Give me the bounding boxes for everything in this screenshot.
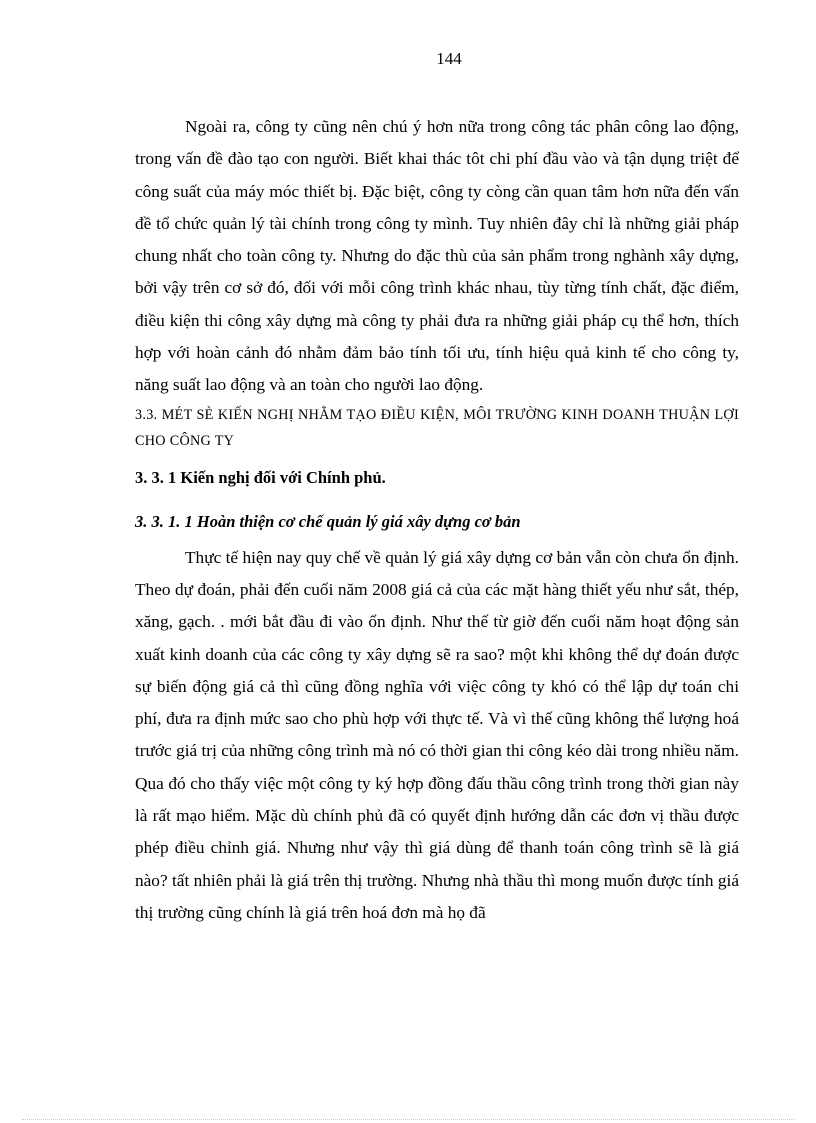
page-bottom-divider xyxy=(22,1119,794,1120)
body-paragraph: Thực tế hiện nay quy chế về quản lý giá xây dựng cơ bản vẫn còn chưa ổn định. Theo dự đoán, phải đến cuối năm 2008 giá cả của các mặt hàng thiết yếu như sắt, thép, xăng, gạch. . mới bắt đầu đi vào ổn định. Như thế từ giờ đến cuối năm hoạt động sản xuất kinh doanh của các công ty xây dựng sẽ ra sao? một khi không thể dự đoán được sự biến động giá cả thì cũng đồng nghĩa với việc công ty khó có thể lập dự toán chi phí, đưa ra định mức sao cho phù hợp với thực tế. Và vì thế cũng không thể lượng hoá trước giá trị của những công trình mà nó có thời gian thi công kéo dài trong nhiều năm. Qua đó cho thấy việc một công ty ký hợp đồng đấu thầu công trình trong thời gian này là rất mạo hiểm. Mặc dù chính phủ đã có quyết định hướng dẫn các đơn vị thầu được phép điều chỉnh giá. Nhưng như vậy thì giá dùng để thanh toán công trình sẽ là giá nào? tất nhiên phải là giá trên thị trường. Nhưng nhà thầu thì mong muốn được tính giá thị trường cũng chính là giá trên hoá đơn mà họ đã xyxy=(135,547,739,922)
subsection-heading: 3. 3. 1 Kiến nghị đối với Chính phủ. xyxy=(135,467,386,487)
intro-paragraph: Ngoài ra, công ty cũng nên chú ý hơn nữa trong công tác phân công lao động, trong vấn đề đào tạo con người. Biết khai thác tôt chi phí đầu vào và tận dụng triệt để công suất của máy móc thiết bị. Đặc biệt, công ty còng cần quan tâm hơn nữa đến vấn đề tổ chức quản lý tài chính trong công ty mình. Tuy nhiên đây chỉ là những giải pháp chung nhất cho toàn công ty. Nhưng do đặc thù của sản phẩm trong nghành xây dựng, bởi vậy trên cơ sở đó, đối với mỗi công trình khác nhau, tùy từng tính chất, đặc điểm, điều kiện thi công xây dựng mà công ty phải đưa ra những giải pháp cụ thể hơn, thích hợp với hoàn cảnh đó nhằm đảm bảo tính tối ưu, tính hiệu quả kinh tế cho công ty, năng suất lao động và an toàn cho người lao động. xyxy=(135,117,739,395)
section-heading: 3.3. MÉT SÈ KIẾN NGHỊ NHẰM TẠO ĐIỀU KIỆN, MÔI TRƯỜNG KINH DOANH THUẬN LỢI CHO CÔNG TY xyxy=(135,406,739,449)
page-number: 144 xyxy=(436,49,462,68)
subsubsection-heading: 3. 3. 1. 1 Hoàn thiện cơ chế quản lý giá xây dựng cơ bản xyxy=(135,511,521,531)
page-content xyxy=(135,111,739,929)
